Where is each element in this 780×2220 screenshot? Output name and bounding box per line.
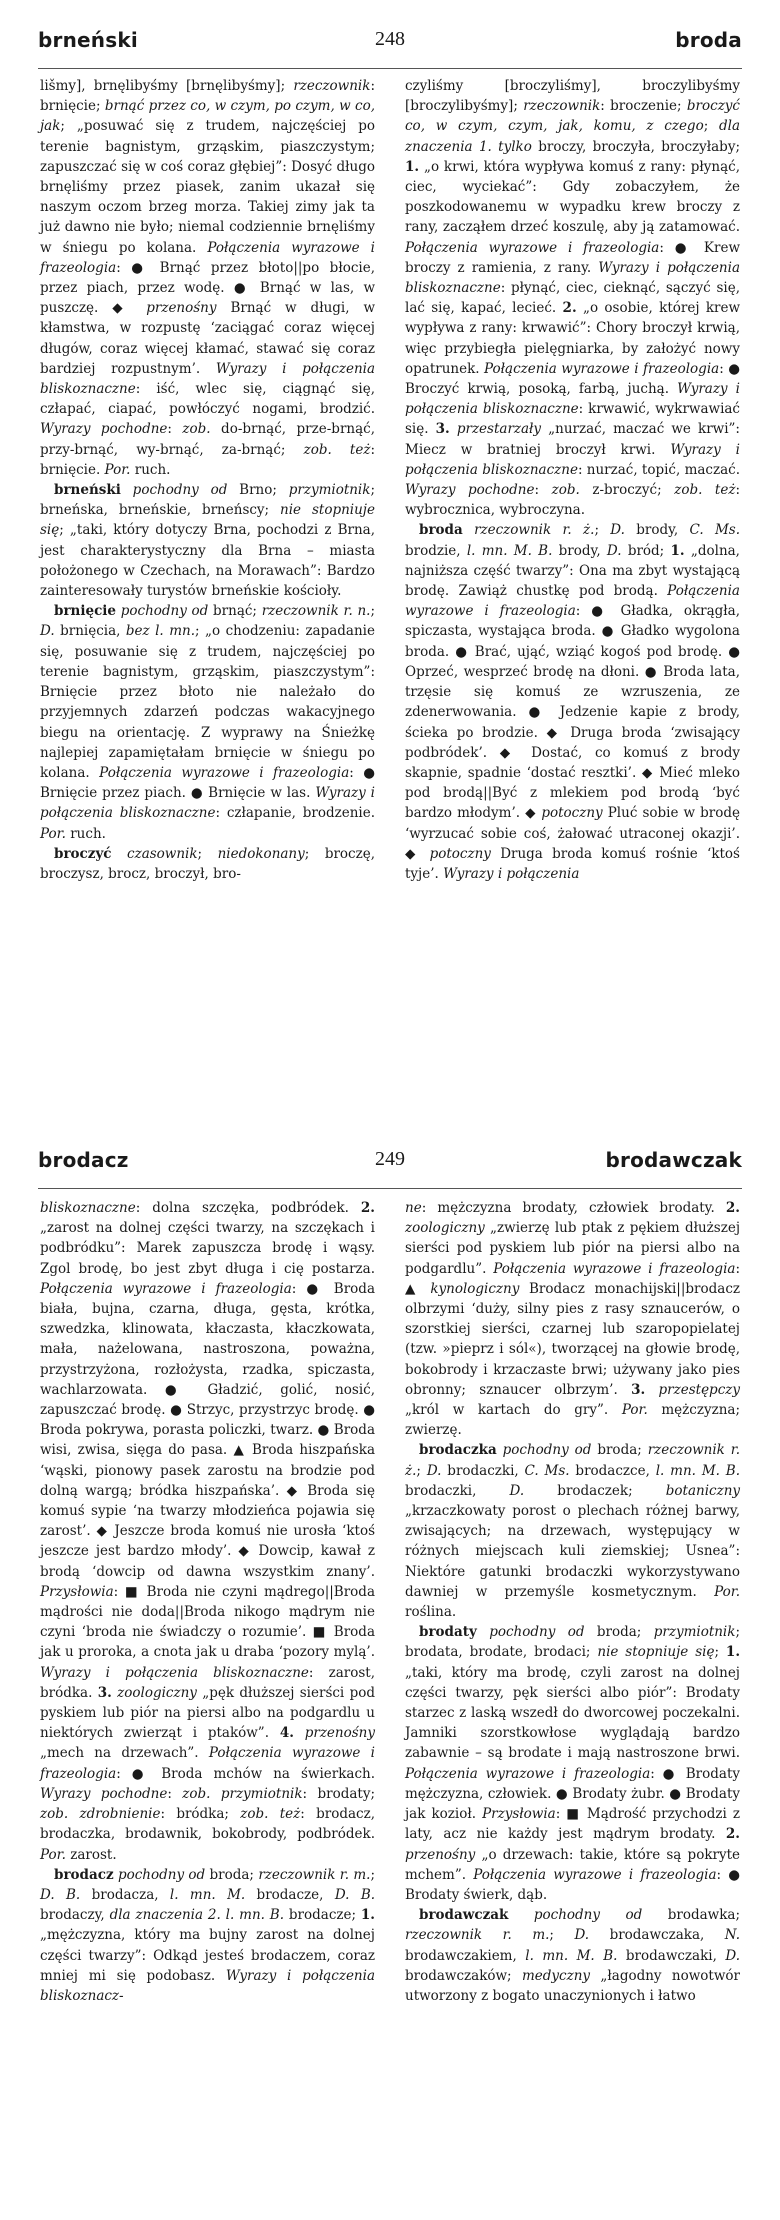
left-column <box>40 76 375 884</box>
entry-brodawczak: brodawczak pochodny od brodawka; rzeczownik r. m.; D. brodawczaka, N. brodawczakiem, l. mn. M. B. brodawczaki, D. brodawczaków; medyczny „łagodny nowotwór utworzony z bogato unaczynionych i łatwo <box>405 1907 741 2004</box>
entry-brnac-continued: lišmy], brnęlibyśmy [brnęlibyśmy]; rzeczownik: brnięcie; brnąć przez co, w czym, po czym, w co, jak; „posuwać się z trudem, najczęściej po terenie bagnistym, grząskim, piaszczystym; zapuszczać się w coś coraz głębiej”: Dosyć długo brnęliśmy przez piasek, zanim ukazał się naszym oczom brzeg morza. Takiej zimy jak ta już dawno nie było; niemal codziennie brnęliśmy w śniegu po kolana. Połączenia wyrazowe i frazeologia: ● Brnąć przez błoto||po błocie, przez piach, przez wodę. ● Brnąć w las, w puszczę. ◆ przenośny Brnąć w długi, w kłamstwa, w rozpustę ‘zaciągać coraz więcej długów, coraz więcej kłamać, stawać się coraz bardziej rozpustnym’. Wyrazy i połączenia bliskoznaczne: iść, wlec się, ciągnąć się, człapać, ciapać, powłóczyć nogami, brodzić. Wyrazy pochodne: zob. do-brnąć, prze-brnąć, przy-brnąć, wy-brnąć, za-brnąć; zob. też: brnięcie. Por. ruch. <box>40 78 376 478</box>
header-right-guideword: broda <box>675 28 742 52</box>
entry-brodacz-continued: ne: mężczyzna brodaty, człowiek brodaty. 2. zoologiczny „zwierzę lub ptak z pękiem dłuższej sierści pod pyskiem lub piór na piersi albo na podgardlu”. Połączenia wyrazowe i frazeologia: ▲ kynologiczny Brodacz monachijski||brodacz olbrzymi ‘duży, silny pies z rasy sznaucerów, o szorstkiej sierści, czarnej lub szaropopielatej (tzw. »pieprz i sól«), tworzącej na głowie brodę, bokobrody i krzaczaste brwi; używany jako pies obronny; sznaucer olbrzym’. 3. przestępczy „król w kartach do gry”. Por. mężczyzna; zwierzę. <box>405 1200 740 1439</box>
entry-brniecie: brnięcie pochodny od brnąć; rzeczownik r. n.; D. brnięcia, bez l. mn.; „o chodzeniu: zapadanie się, posuwanie się z trudem, najczęściej po terenie bagnistym, grząskim, piaszczystym”: Brnięcie przez błoto nie należało do przyjemnych zdarzeń podczas wakacyjnego biegu na orientację. Z wyprawy na Śnieżkę najlepiej zapamiętałam brnięcie w śniegu po kolana. Połączenia wyrazowe i frazeologia: ● Brnięcie przez piach. ● Brnięcie w las. Wyrazy i połączenia bliskoznaczne: człapanie, brodzenie. Por. ruch. <box>40 603 376 842</box>
left-column <box>40 1198 375 2006</box>
running-header <box>38 28 742 58</box>
header-rule <box>38 1188 742 1189</box>
entry-brodacz: brodacz pochodny od broda; rzeczownik r. m.; D. B. brodacza, l. mn. M. brodacze, D. B. brodaczy, dla znaczenia 2. l. mn. B. brodacze; 1. „mężczyzna, który ma bujny zarost na dolnej części twarzy”: Odkąd jesteś brodaczem, coraz mniej mi się podobasz. Wyrazy i połączenia bliskoznacz- <box>40 1866 376 2004</box>
entry-broda: broda rzeczownik r. ż.; D. brody, C. Ms. brodzie, l. mn. M. B. brody, D. bród; 1. „dolna, najniższa część twarzy”: Ona ma zbyt wystającą brodę. Zawiąż chustkę pod brodą. Połączenia wyrazowe i frazeologia: ● Gładka, okrągła, spiczasta, wystająca broda. ● Gładko wygolona broda. ● Brać, ująć, wziąć kogoś pod brodę. ● Oprzeć, wesprzeć brodę na dłoni. ● Broda lata, trzęsie się komuś ze wzruszenia, ze zdenerwowania. ● Jedzenie kapie z brody, ścieka po brodzie. ◆ Druga broda ‘zwisający podbródek’. ◆ Dostać, co komuś z brody skapnie, spadnie ‘dostać resztki’. ◆ Mieć mleko pod brodą||Być z mlekiem pod brodą ‘być bardzo młodym’. ◆ potoczny Pluć sobie w brodę ‘wyrzucać sobie coś, żałować utraconej okazji’. ◆ potoczny Druga broda komuś rośnie ‘ktoś tyje’. Wyrazy i połączenia <box>405 522 741 882</box>
dictionary-page-249 <box>0 1110 780 2220</box>
running-header <box>38 1148 742 1178</box>
right-column <box>405 1198 740 2006</box>
entry-brnenski: brneński pochodny od Brno; przymiotnik; brneńska, brneńskie, brneńscy; nie stopniuje się; „taki, który dotyczy Brna, pochodzi z Brna, jest charakterystyczny dla Brna – miasta położonego w Czechach, na Morawach”: Bardzo zainteresowały turystów brneńskie kościoły. <box>40 482 375 600</box>
header-right-guideword: brodawczak <box>605 1148 742 1172</box>
header-left-guideword: brodacz <box>38 1148 129 1172</box>
entry-broczyc-continued: czyliśmy [broczyliśmy], broczylibyśmy [broczylibyśmy]; rzeczownik: broczenie; broczyć co, w czym, czym, jak, komu, z czego; dla znaczenia 1. tylko broczy, broczyła, broczyłaby; 1. „o krwi, która wypływa komuś z rany: płynąć, ciec, wyciekać”: Gdy zobaczyłem, że poszkodowanemu w wypadku krew broczy z rany, zacząłem drzeć koszulę, aby ją zatamować. Połączenia wyrazowe i frazeologia: ● Krew broczy z ramienia, z rany. Wyrazy i połączenia bliskoznaczne: płynąć, ciec, cieknąć, sączyć się, lać się, kapać, lecieć. 2. „o osobie, której krew wypływa z rany: krwawić”: Chory broczył krwią, więc przybiegła pielęgniarka, by założyć nowy opatrunek. Połączenia wyrazowe i frazeologia: ● Broczyć krwią, posoką, farbą, juchą. Wyrazy i połączenia bliskoznaczne: krwawić, wykrwawiać się. 3. przestarzały „nurzać, maczać we krwi”: Miecz w bratniej broczył krwi. Wyrazy i połączenia bliskoznaczne: nurzać, topić, maczać. Wyrazy pochodne: zob. z-broczyć; zob. też: wybrocznica, wybroczyna. <box>405 78 741 519</box>
page-number: 248 <box>375 28 405 50</box>
entry-broda-continued: bliskoznaczne: dolna szczęka, podbródek. 2. „zarost na dolnej części twarzy, na szczękach i podbródku”: Marek zapuszcza brodę i wąsy. Zgol brodę, bo jest zbyt długa i cię postarza. Połączenia wyrazowe i frazeologia: ● Broda biała, bujna, czarna, długa, gęsta, krótka, szwedzka, klinowata, kłaczasta, kłaczkowata, mała, nażelowana, nastroszona, poważna, przystrzyżona, rozłożysta, rzadka, spiczasta, wachlarzowata. ● Gładzić, golić, nosić, zapuszczać brodę. ● Strzyc, przystrzyc brodę. ● Broda pokrywa, porasta policzki, twarz. ● Broda wisi, zwisa, sięga do pasa. ▲ Broda hiszpańska ‘wąski, pionowy pasek zarostu na brodzie pod dolną wargą; bródka hiszpańska’. ◆ Broda się komuś sypie ‘na twarzy młodzieńca pojawia się zarost’. ◆ Jeszcze broda komuś nie urosła ‘ktoś jeszcze jest bardzo młody’. ◆ Dowcip, kawał z brodą ‘dowcip od dawna wszystkim znany’. Przysłowia: ■ Broda nie czyni mądrego||Broda mądrości nie doda||Broda nikogo mądrym nie czyni ‘broda nie świadczy o rozumie’. ■ Broda jak u proroka, a cnota jak u draba ‘pozory mylą’. Wyrazy i połączenia bliskoznaczne: zarost, bródka. 3. zoologiczny „pęk dłuższej sierści pod pyskiem lub piór na piersi albo na podgardlu u niektórych zwierząt i ptaków”. 4. przenośny „mech na drzewach”. Połączenia wyrazowe i frazeologia: ● Broda mchów na świerkach. Wyrazy pochodne: zob. przymiotnik: brodaty; zob. zdrobnienie: bródka; zob. też: brodacz, brodaczka, brodawnik, bokobrody, podbródek. Por. zarost. <box>40 1200 376 1863</box>
entry-brodaty: brodaty pochodny od broda; przymiotnik; brodata, brodate, brodaci; nie stopniuje się; 1. „taki, który ma brodę, czyli zarost na dolnej części twarzy, pęk sierści albo piór”: Brodaty starzec z laską wszedł do dworcowej poczekalni. Jamniki szorstkowłose wyglądają bardzo zabawnie – są brodate i mają nastroszone brwi. Połączenia wyrazowe i frazeologia: ● Brodaty mężczyzna, człowiek. ● Brodaty żubr. ● Brodaty jak kozioł. Przysłowia: ■ Mądrość przychodzi z laty, acz nie każdy jest mądrym brodaty. 2. przenośny „o drzewach: takie, które są pokryte mchem”. Połączenia wyrazowe i frazeologia: ● Brodaty świerk, dąb. <box>405 1624 741 1903</box>
entry-brodaczka: brodaczka pochodny od broda; rzeczownik r. ż.; D. brodaczki, C. Ms. brodaczce, l. mn. M. B. brodaczki, D. brodaczek; botaniczny „krzaczkowaty porost o plechach różnej barwy, zwisających; na drzewach, występujący w różnych miejscach kuli ziemskiej; Usnea”: Niektóre gatunki brodaczki wykorzystywano dawniej w przemyśle kosmetycznym. Por. roślina. <box>405 1442 741 1621</box>
right-column <box>405 76 740 884</box>
header-rule <box>38 68 742 69</box>
page-number: 249 <box>375 1148 405 1170</box>
header-left-guideword: brneński <box>38 28 138 52</box>
entry-broczyc: broczyć czasownik; niedokonany; broczę, broczysz, brocz, broczył, bro- <box>40 845 375 882</box>
